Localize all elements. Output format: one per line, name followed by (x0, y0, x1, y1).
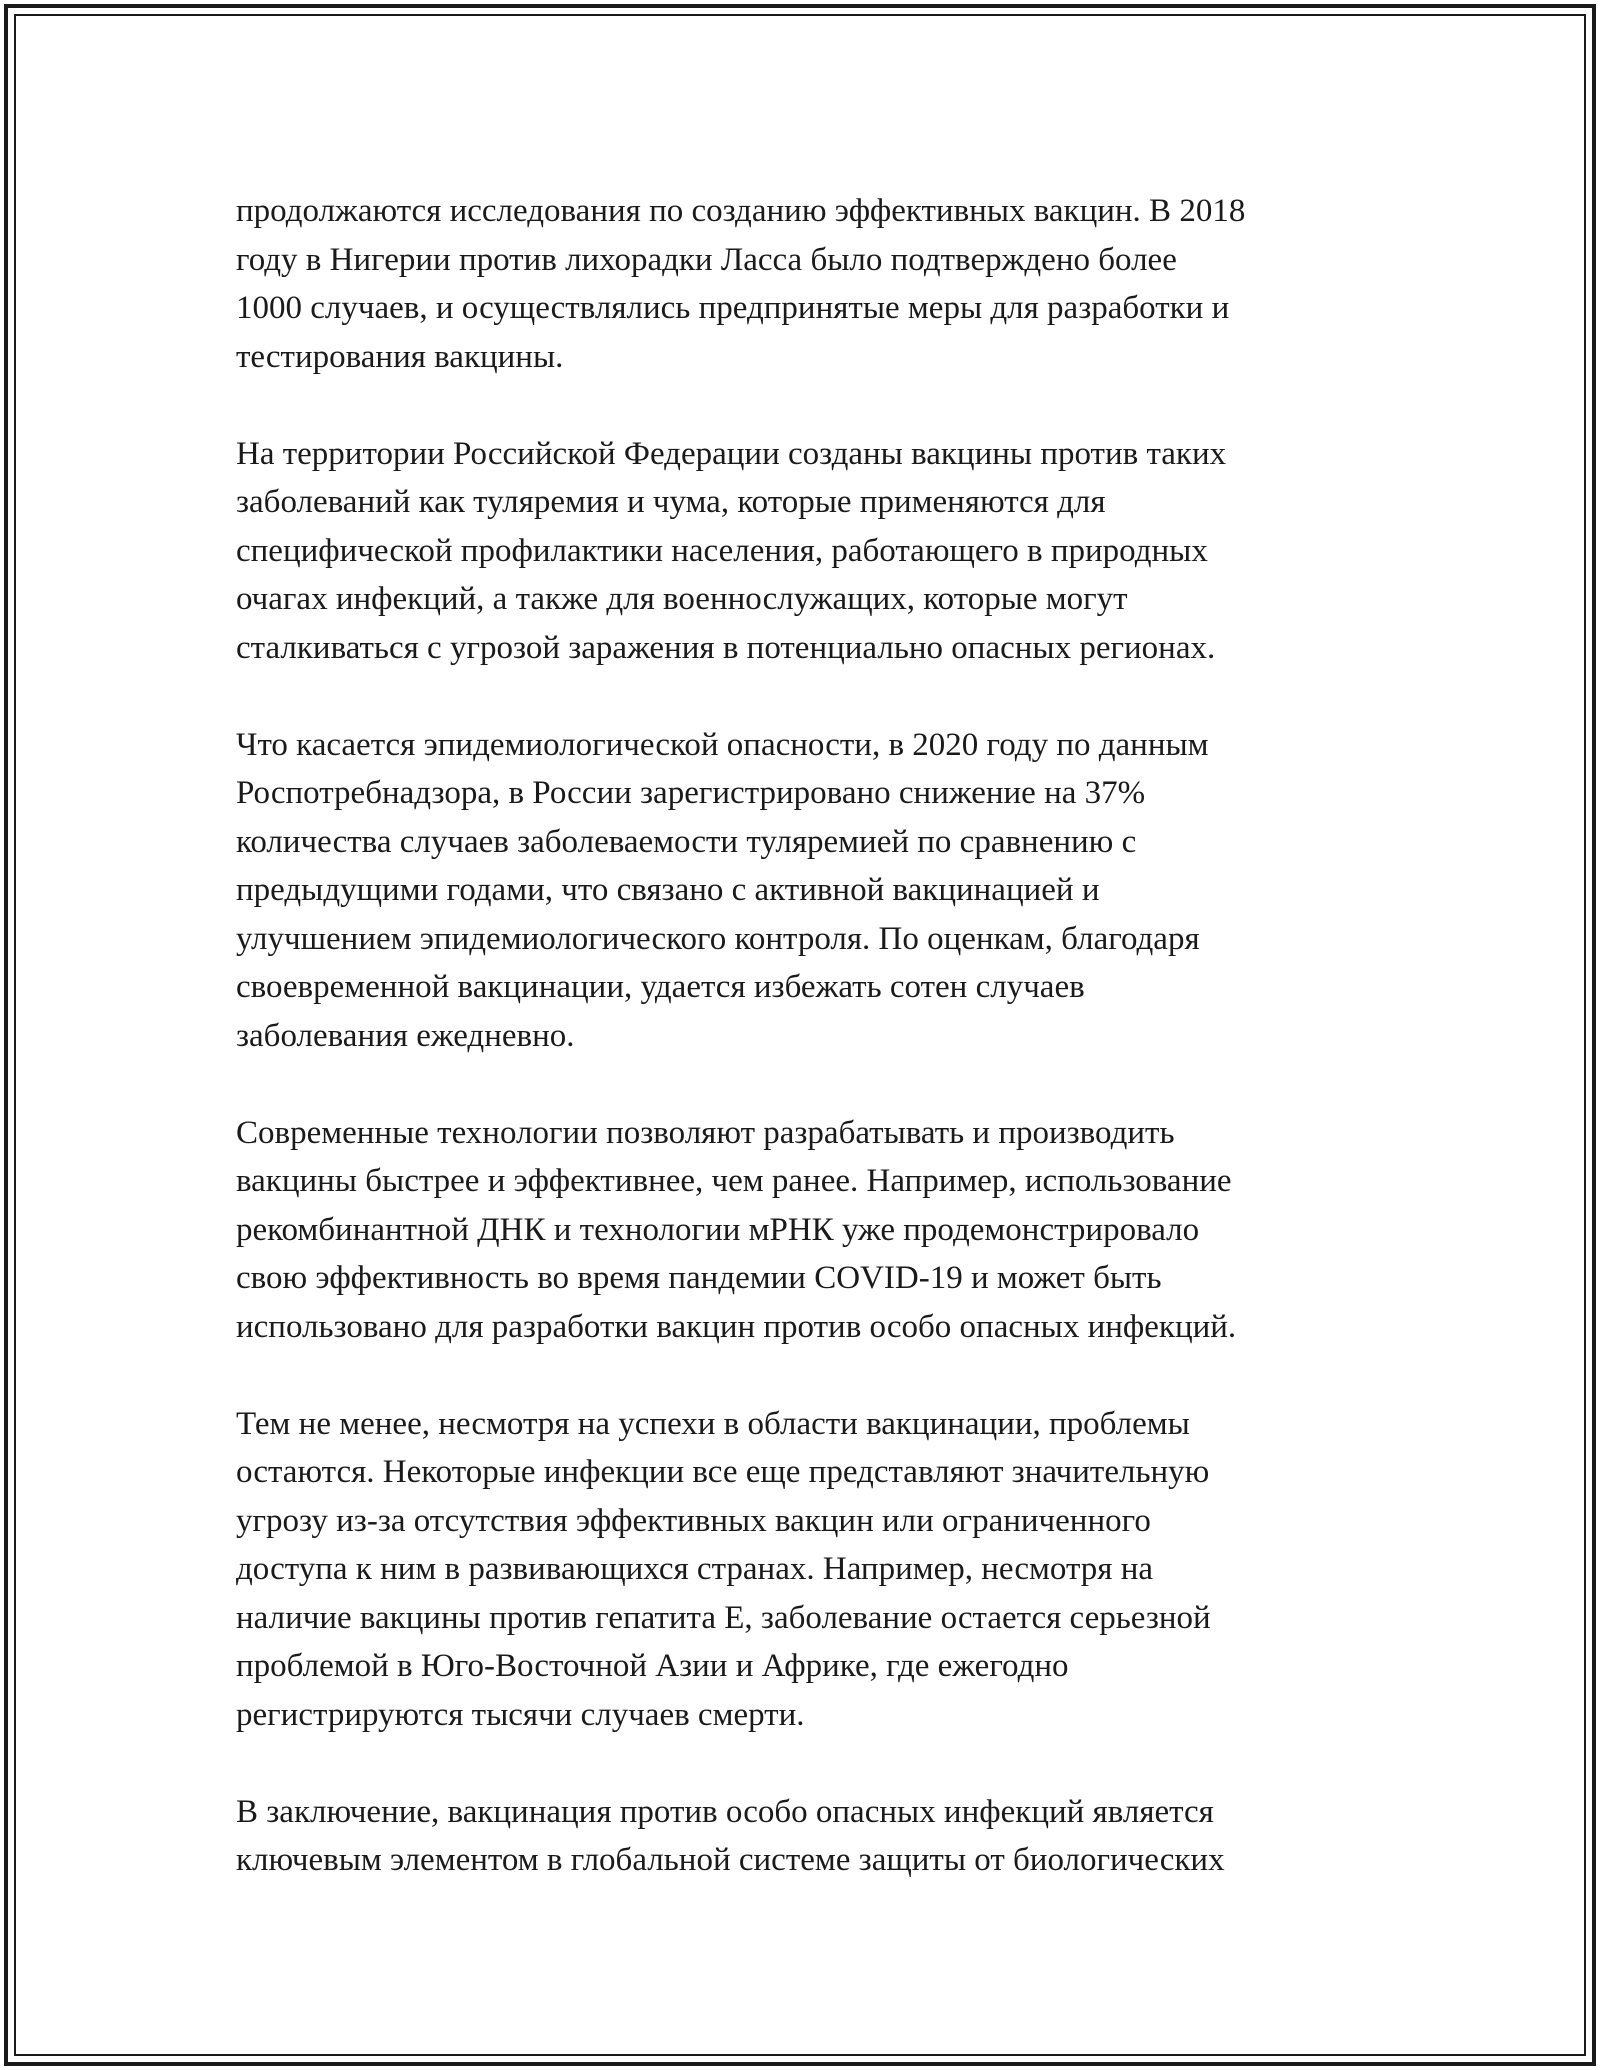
text-line: количества случаев заболеваемости туляремией по сравнению с (236, 823, 1137, 860)
text-line: продолжаются исследования по созданию эффективных вакцин. В 2018 (236, 193, 1246, 229)
text-line: На территории Российской Федерации созданы вакцины против таких (236, 435, 1227, 472)
text-line: регистрируются тысячи случаев смерти. (236, 1696, 805, 1733)
text-line: ключевым элементом в глобальной системе защиты от биологических (236, 1842, 1225, 1878)
text-line: проблемой в Юго-Восточной Азии и Африке, где ежегодно (236, 1648, 1069, 1684)
text-line: В заключение, вакцинация против особо опасных инфекций является (236, 1793, 1214, 1830)
text-line: заболеваний как туляремия и чума, которые применяются для (236, 484, 1106, 520)
text-line: использовано для разработки вакцин против особо опасных инфекций. (236, 1308, 1237, 1345)
text-line: году в Нигерии против лихорадки Ласса было подтверждено более (236, 241, 1177, 278)
text-line: наличие вакцины против гепатита Е, заболевание остается серьезной (236, 1599, 1211, 1636)
text-line: улучшением эпидемиологического контроля. По оценкам, благодаря (236, 920, 1200, 957)
paragraph-5 (236, 1400, 1386, 1740)
paragraph-1 (236, 187, 1386, 381)
text-line: 1000 случаев, и осуществлялись предпринятые меры для разработки и (236, 290, 1230, 326)
text-line: Роспотребнадзора, в России зарегистрировано снижение на 37% (236, 775, 1146, 811)
text-line: тестирования вакцины. (236, 338, 564, 375)
text-line: очагах инфекций, а также для военнослужащих, которые могут (236, 581, 1128, 617)
text-line: сталкиваться с угрозой заражения в потенциально опасных регионах. (236, 629, 1216, 666)
paragraph-3 (236, 721, 1386, 1061)
paragraph-2 (236, 430, 1386, 673)
text-line: Тем не менее, несмотря на успехи в области вакцинации, проблемы (236, 1405, 1190, 1442)
text-line: остаются. Некоторые инфекции все еще представляют значительную (236, 1454, 1210, 1490)
text-line: своевременной вакцинации, удается избежать сотен случаев (236, 969, 1085, 1005)
document-body (236, 187, 1386, 1933)
text-line: угрозу из-за отсутствия эффективных вакцин или ограниченного (236, 1502, 1151, 1539)
text-line: Что касается эпидемиологической опасности, в 2020 году по данным (236, 726, 1209, 763)
text-line: Современные технологии позволяют разрабатывать и производить (236, 1114, 1175, 1151)
paragraph-6 (236, 1788, 1386, 1885)
text-line: рекомбинантной ДНК и технологии мРНК уже продемонстрировало (236, 1211, 1200, 1248)
text-line: свою эффективность во время пандемии COVID-19 и может быть (236, 1260, 1162, 1296)
text-line: специфической профилактики населения, работающего в природных (236, 532, 1208, 569)
text-line: вакцины быстрее и эффективнее, чем ранее. Например, использование (236, 1163, 1232, 1199)
text-line: доступа к ним в развивающихся странах. Например, несмотря на (236, 1551, 1154, 1587)
paragraph-4 (236, 1109, 1386, 1352)
text-line: заболевания ежедневно. (236, 1017, 575, 1054)
text-line: предыдущими годами, что связано с активной вакцинацией и (236, 872, 1100, 908)
